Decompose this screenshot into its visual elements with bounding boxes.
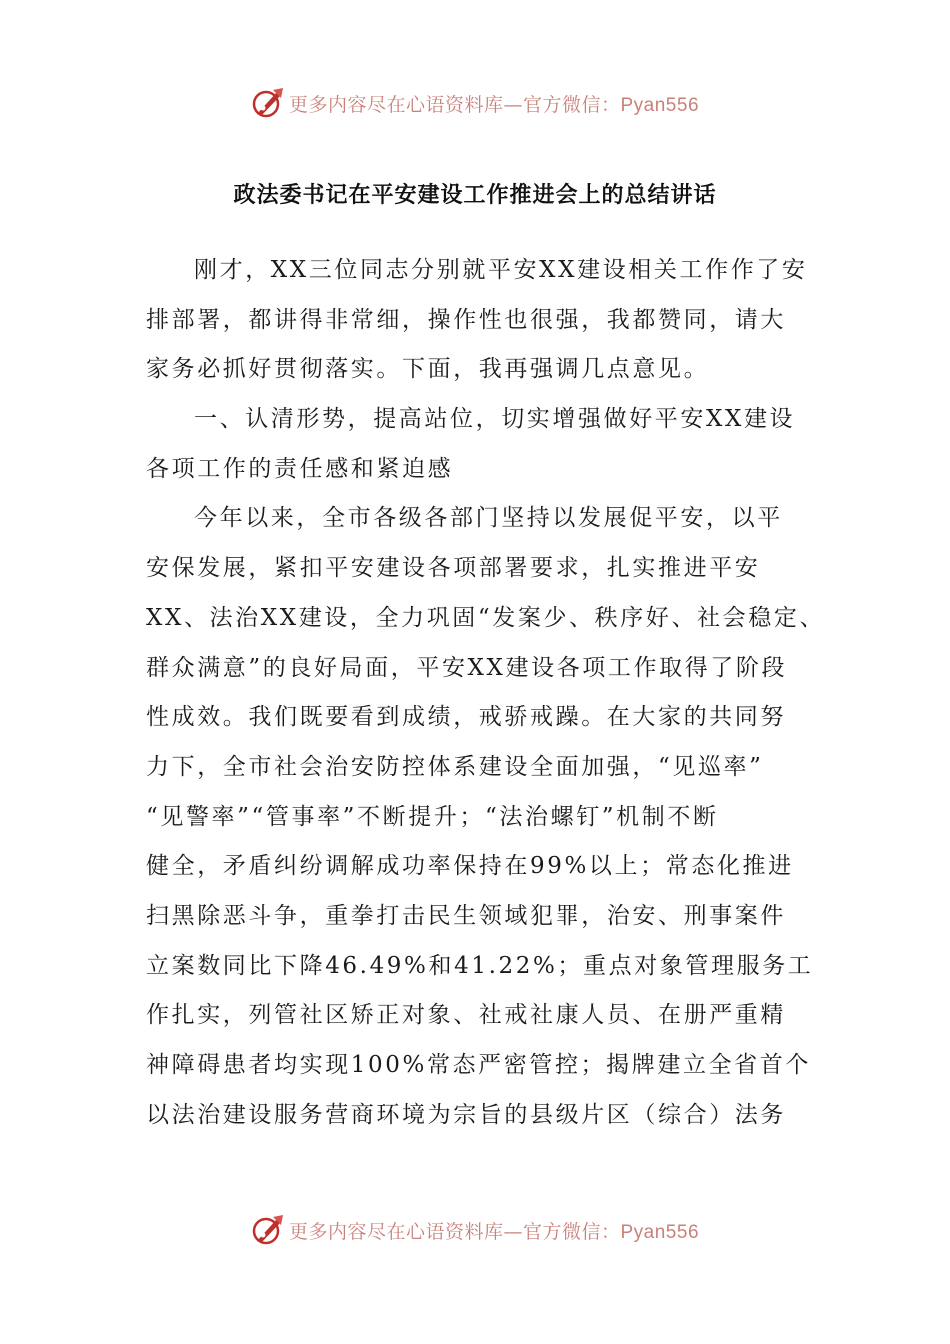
body-line: “见警率”“管事率”不断提升；“法治螺钉”机制不断: [146, 803, 719, 830]
body-line: XX、法治XX建设，全力巩固“发案少、秩序好、社会稳定、: [146, 604, 826, 631]
footer-banner: [0, 1210, 950, 1250]
body-line: 群众满意”的良好局面，平安XX建设各项工作取得了阶段: [146, 654, 788, 681]
body-line: 安保发展，紧扣平安建设各项部署要求，扎实推进平安: [146, 555, 761, 582]
section-heading-line: 各项工作的责任感和紧迫感: [146, 455, 454, 482]
quill-logo-icon: [251, 1213, 285, 1247]
header-banner: [0, 83, 950, 123]
body-line: 作扎实，列管社区矫正对象、社戒社康人员、在册严重精: [146, 1002, 786, 1029]
body-line: 性成效。我们既要看到成绩，戒骄戒躁。在大家的共同努: [146, 704, 786, 731]
section-heading-line: 一、认清形势，提高站位，切实增强做好平安XX建设: [194, 406, 796, 433]
body-line: 扫黑除恶斗争，重拳打击民生领域犯罪，治安、刑事案件: [146, 902, 786, 929]
document-body: [146, 246, 826, 1140]
body-line: 家务必抓好贯彻落实。下面，我再强调几点意见。: [146, 356, 710, 383]
body-line: 健全，矛盾纠纷调解成功率保持在99%以上；常态化推进: [146, 853, 794, 880]
body-line: 以法治建设服务营商环境为宗旨的县级片区（综合）法务: [146, 1101, 786, 1128]
body-line: 刚才，XX三位同志分别就平安XX建设相关工作作了安: [194, 257, 808, 283]
body-line: 立案数同比下降46.49%和41.22%；重点对象管理服务工: [146, 952, 814, 979]
body-line: 神障碍患者均实现100%常态严密管控；揭牌建立全省首个: [146, 1052, 811, 1078]
body-line: 今年以来，全市各级各部门坚持以发展促平安，以平: [194, 505, 783, 532]
body-line: 排部署，都讲得非常细，操作性也很强，我都赞同，请大: [146, 306, 786, 333]
document-title: 政法委书记在平安建设工作推进会上的总结讲话: [233, 182, 717, 208]
quill-logo-icon: [251, 86, 285, 120]
footer-banner-brand: Pyan556: [620, 1221, 700, 1243]
header-banner-text: 更多内容尽在心语资料库—官方微信：Pyan556: [288, 93, 700, 116]
header-banner-brand: Pyan556: [620, 94, 700, 116]
footer-banner-text: 更多内容尽在心语资料库—官方微信：Pyan556: [288, 1220, 700, 1243]
body-line: 力下，全市社会治安防控体系建设全面加强，“见巡率”: [146, 753, 764, 780]
